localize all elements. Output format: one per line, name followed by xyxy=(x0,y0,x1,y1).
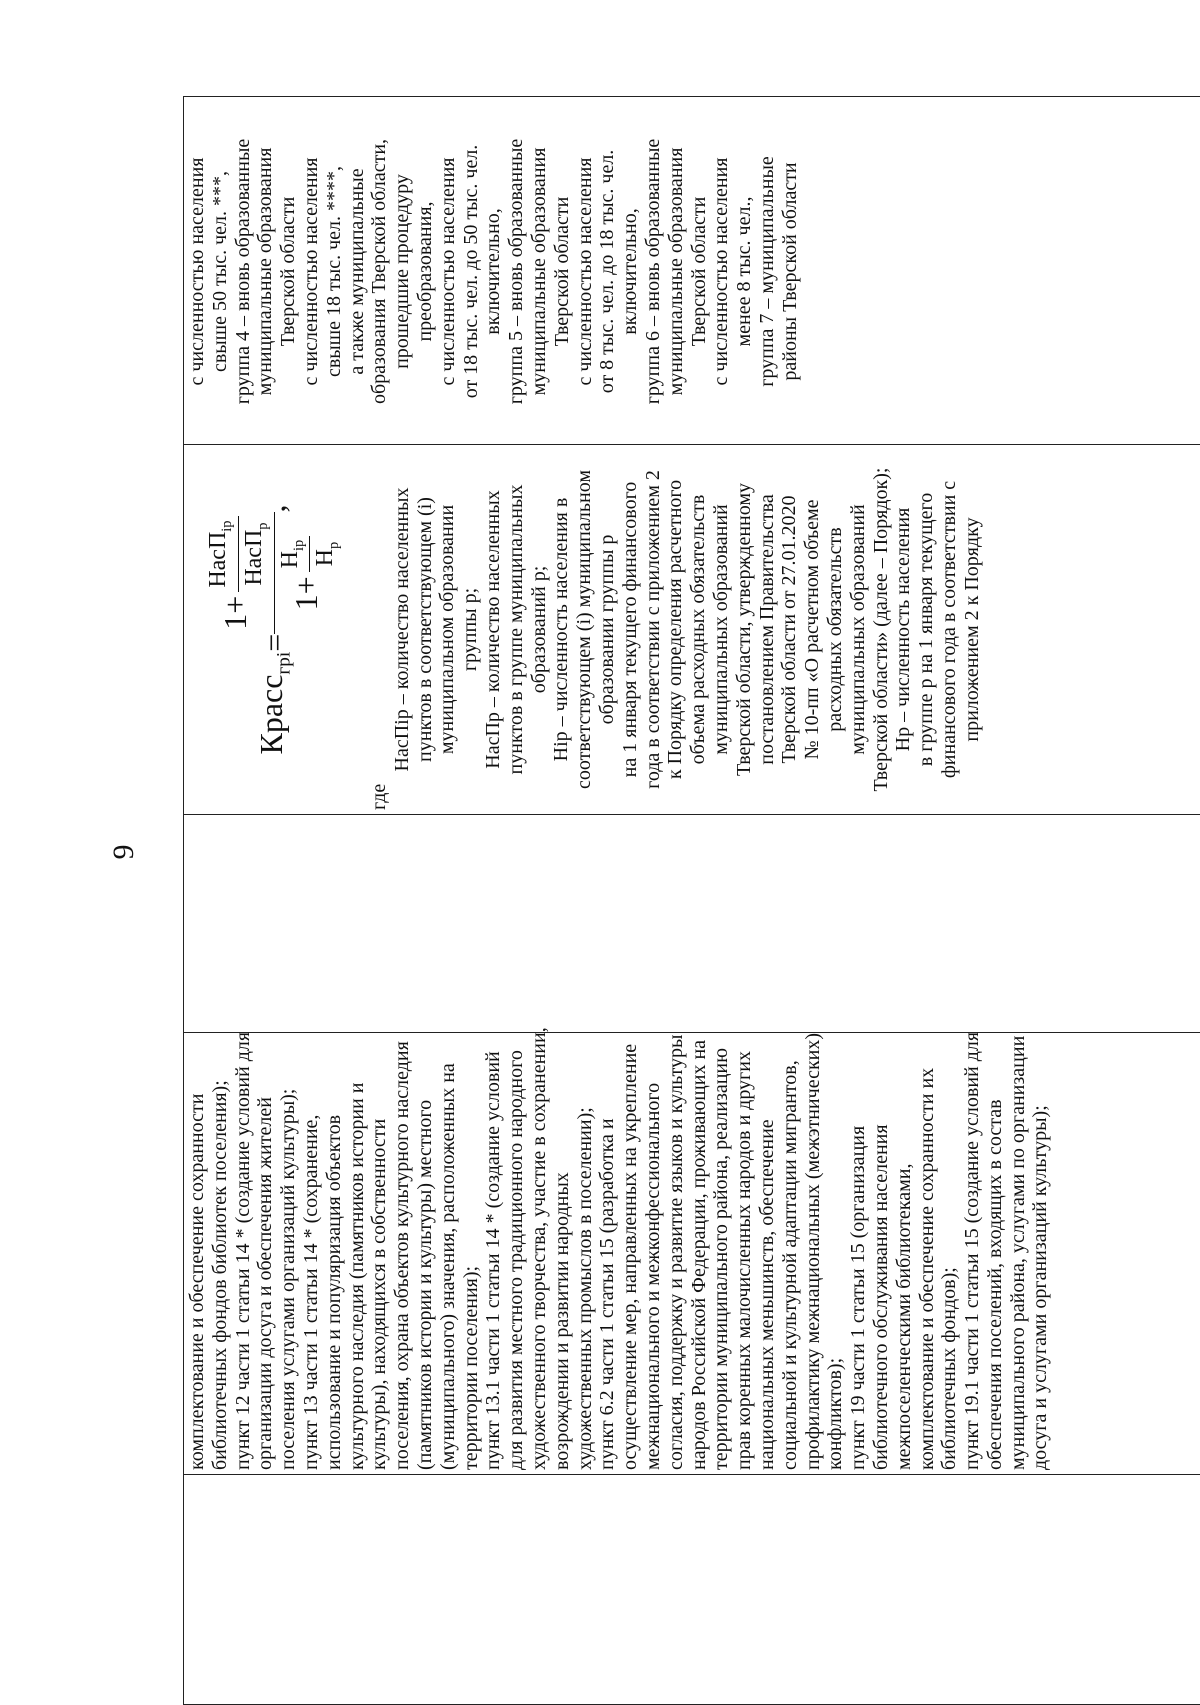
definition-line: Тверской области» (далее – Порядок); xyxy=(870,445,893,814)
legal-basis-line: пункт 6.2 части 1 статьи 15 (разработка и xyxy=(596,1039,619,1470)
legal-basis-line: (муниципального) значения, расположенных на xyxy=(437,1039,460,1470)
definition-line: группы р; xyxy=(459,445,482,814)
group-line: муниципальные образования xyxy=(665,103,688,440)
legal-basis-line: муниципального района, услугами по организации xyxy=(1007,1039,1030,1470)
settlement-ratio: НасП$_{ip}$ НасП$_p$ xyxy=(205,517,272,592)
legal-basis-line: возрождении и развитии народных xyxy=(551,1039,574,1470)
definition-line: объема расходных обязательств xyxy=(687,445,710,814)
group-line: от 18 тыс. чел. до 50 тыс. чел. xyxy=(460,103,483,440)
definition-line: соответствующем (i) муниципальном xyxy=(573,445,596,814)
definition-line: в группе р на 1 января текущего xyxy=(915,445,938,814)
group-line: Тверской области xyxy=(277,103,300,440)
legal-basis-line: народов Российской Федерации, проживающих на xyxy=(688,1039,711,1470)
municipality-groups-text xyxy=(184,97,802,444)
definition-line: финансового года в соответствии с xyxy=(938,445,961,814)
empty-cell-2 xyxy=(184,815,1200,1033)
group-line: муниципальные образования xyxy=(528,103,551,440)
definition-line: расходных обязательств xyxy=(824,445,847,814)
legal-basis-line: организации досуга и обеспечения жителей xyxy=(254,1039,277,1470)
definition-line: Тверской области от 27.01.2020 xyxy=(778,445,801,814)
legal-basis-line: (памятников истории и культуры) местного xyxy=(414,1039,437,1470)
legal-basis-line: социальной и культурной адаптации мигрантов, xyxy=(779,1039,802,1470)
group-line: группа 7 – муниципальные xyxy=(756,103,779,440)
group-line: прошедшие процедуру xyxy=(391,103,414,440)
legal-basis-line: пункт 13.1 части 1 статьи 14 * (создание условий xyxy=(482,1039,505,1470)
group-line: преобразования, xyxy=(414,103,437,440)
group-line: от 8 тыс. чел. до 18 тыс. чел. xyxy=(596,103,619,440)
definition-line: образовании группы р xyxy=(596,445,619,814)
legal-basis-line: пункт 12 части 1 статьи 14 * (создание условий для xyxy=(232,1039,255,1470)
definition-line: пунктов в соответствующем (i) xyxy=(414,445,437,814)
definition-line: приложением 2 к Порядку xyxy=(961,445,984,814)
legal-basis-line: межпоселенческими библиотеками, xyxy=(893,1039,916,1470)
empty-cell-1 xyxy=(184,1475,1200,1705)
legal-basis-line: досуга и услугами организаций культуры); xyxy=(1029,1039,1052,1470)
where-label: где xyxy=(368,445,391,814)
group-line: а также муниципальные xyxy=(346,103,369,440)
formula-lhs: Красс$_{грi}$ xyxy=(253,652,295,755)
population-ratio: $Н_{ip}$ $Н_p$ xyxy=(277,536,344,573)
legal-basis-line: пункт 19 части 1 статьи 15 (организация xyxy=(847,1039,870,1470)
legal-basis-line: культурного наследия (памятников истории и xyxy=(346,1039,369,1470)
formula-main-fraction xyxy=(205,513,343,634)
group-line: с численностью населения xyxy=(710,103,733,440)
definition-line: НасПip – количество населенных xyxy=(391,445,414,814)
group-line: с численностью населения xyxy=(574,103,597,440)
table-row xyxy=(184,97,1200,1705)
definition-line: муниципальных образований xyxy=(710,445,733,814)
definition-line: № 10-пп «О расчетном объеме xyxy=(801,445,824,814)
legal-basis-line: пункт 19.1 части 1 статьи 15 (создание условий для xyxy=(961,1039,984,1470)
legal-basis-line: территории поселения); xyxy=(460,1039,483,1470)
legal-basis-line: библиотечного обслуживания населения xyxy=(870,1039,893,1470)
group-line: Тверской области xyxy=(551,103,574,440)
group-line: менее 8 тыс. чел., xyxy=(733,103,756,440)
group-line: районы Тверской области xyxy=(779,103,802,440)
definition-line: муниципальных образований xyxy=(847,445,870,814)
legal-basis-line: библиотечных фондов библиотек поселения); xyxy=(209,1039,232,1470)
definition-line: НасПр – количество населенных xyxy=(482,445,505,814)
group-line: с численностью населения xyxy=(437,103,460,440)
legal-basis-cell xyxy=(184,1033,1200,1475)
group-line: свыше 18 тыс. чел. ****, xyxy=(323,103,346,440)
formula-definitions xyxy=(391,445,984,814)
definition-line: муниципальном образовании xyxy=(436,445,459,814)
formula-numerator: 1+ НасП$_{ip}$ НасП$_p$ xyxy=(205,513,275,634)
definition-line: Hip – численность населения в xyxy=(550,445,573,814)
formula-trailing-comma: , xyxy=(256,505,293,513)
group-line: группа 5 – вновь образованные xyxy=(505,103,528,440)
legal-basis-line: конфликтов); xyxy=(824,1039,847,1470)
group-line: включительно, xyxy=(482,103,505,440)
group-line: свыше 50 тыс. чел. ***, xyxy=(209,103,232,440)
legal-basis-line: национальных меньшинств, обеспечение xyxy=(756,1039,779,1470)
legal-basis-line: профилактику межнациональных (межэтнических) xyxy=(802,1039,825,1470)
group-line: муниципальные образования xyxy=(254,103,277,440)
definition-line: года в соответствии с приложением 2 xyxy=(642,445,665,814)
groups-cell xyxy=(184,97,1200,445)
group-line: включительно, xyxy=(619,103,642,440)
definition-line: на 1 января текущего финансового xyxy=(619,445,642,814)
group-line: с численностью населения xyxy=(186,103,209,440)
definition-line: к Порядку определения расчетного xyxy=(664,445,687,814)
document-table xyxy=(183,96,1200,1705)
group-line: группа 6 – вновь образованные xyxy=(642,103,665,440)
legal-basis-line: обеспечения поселений, входящих в состав xyxy=(984,1039,1007,1470)
legal-basis-line: комплектование и обеспечение сохранности xyxy=(186,1039,209,1470)
definition-line: постановлением Правительства xyxy=(756,445,779,814)
legal-basis-line: поселения, охрана объектов культурного наследия xyxy=(391,1039,414,1470)
group-line: группа 4 – вновь образованные xyxy=(232,103,255,440)
rotated-page-content xyxy=(183,97,1200,1705)
legal-basis-line: для развития местного традиционного народного xyxy=(505,1039,528,1470)
legal-basis-line: использование и популяризация объектов xyxy=(323,1039,346,1470)
legal-basis-line: библиотечных фондов); xyxy=(938,1039,961,1470)
definition-line: пунктов в группе муниципальных xyxy=(505,445,528,814)
formula-equals: = xyxy=(256,634,293,652)
legal-basis-line: территории муниципального района, реализацию xyxy=(710,1039,733,1470)
legal-basis-line: согласия, поддержку и развитие языков и культуры xyxy=(665,1039,688,1470)
group-line: образования Тверской области, xyxy=(368,103,391,440)
legal-basis-line: художественных промыслов в поселении); xyxy=(574,1039,597,1470)
legal-basis-line: культуры), находящихся в собственности xyxy=(368,1039,391,1470)
formula-cell xyxy=(184,445,1200,815)
group-line: Тверской области xyxy=(688,103,711,440)
definition-line: образований р; xyxy=(528,445,551,814)
page-number: 9 xyxy=(104,832,144,872)
definition-line: Нр – численность населения xyxy=(892,445,915,814)
legal-basis-line: поселения услугами организаций культуры); xyxy=(277,1039,300,1470)
formula-denominator: 1+ $Н_{ip}$ $Н_p$ xyxy=(275,532,344,615)
legal-basis-text xyxy=(184,1033,1052,1474)
group-line: с численностью населения xyxy=(300,103,323,440)
legal-basis-line: прав коренных малочисленных народов и других xyxy=(733,1039,756,1470)
legal-basis-line: художественного творчества, участие в сохранении, xyxy=(528,1039,551,1470)
legal-basis-line: осуществление мер, направленных на укрепление xyxy=(619,1039,642,1470)
legal-basis-line: комплектование и обеспечение сохранности их xyxy=(916,1039,939,1470)
coefficient-formula xyxy=(184,445,364,814)
definition-line: Тверской области, утвержденному xyxy=(733,445,756,814)
legal-basis-line: межнационального и межконфессионального xyxy=(642,1039,665,1470)
legal-basis-line: пункт 13 части 1 статьи 14 * (сохранение, xyxy=(300,1039,323,1470)
